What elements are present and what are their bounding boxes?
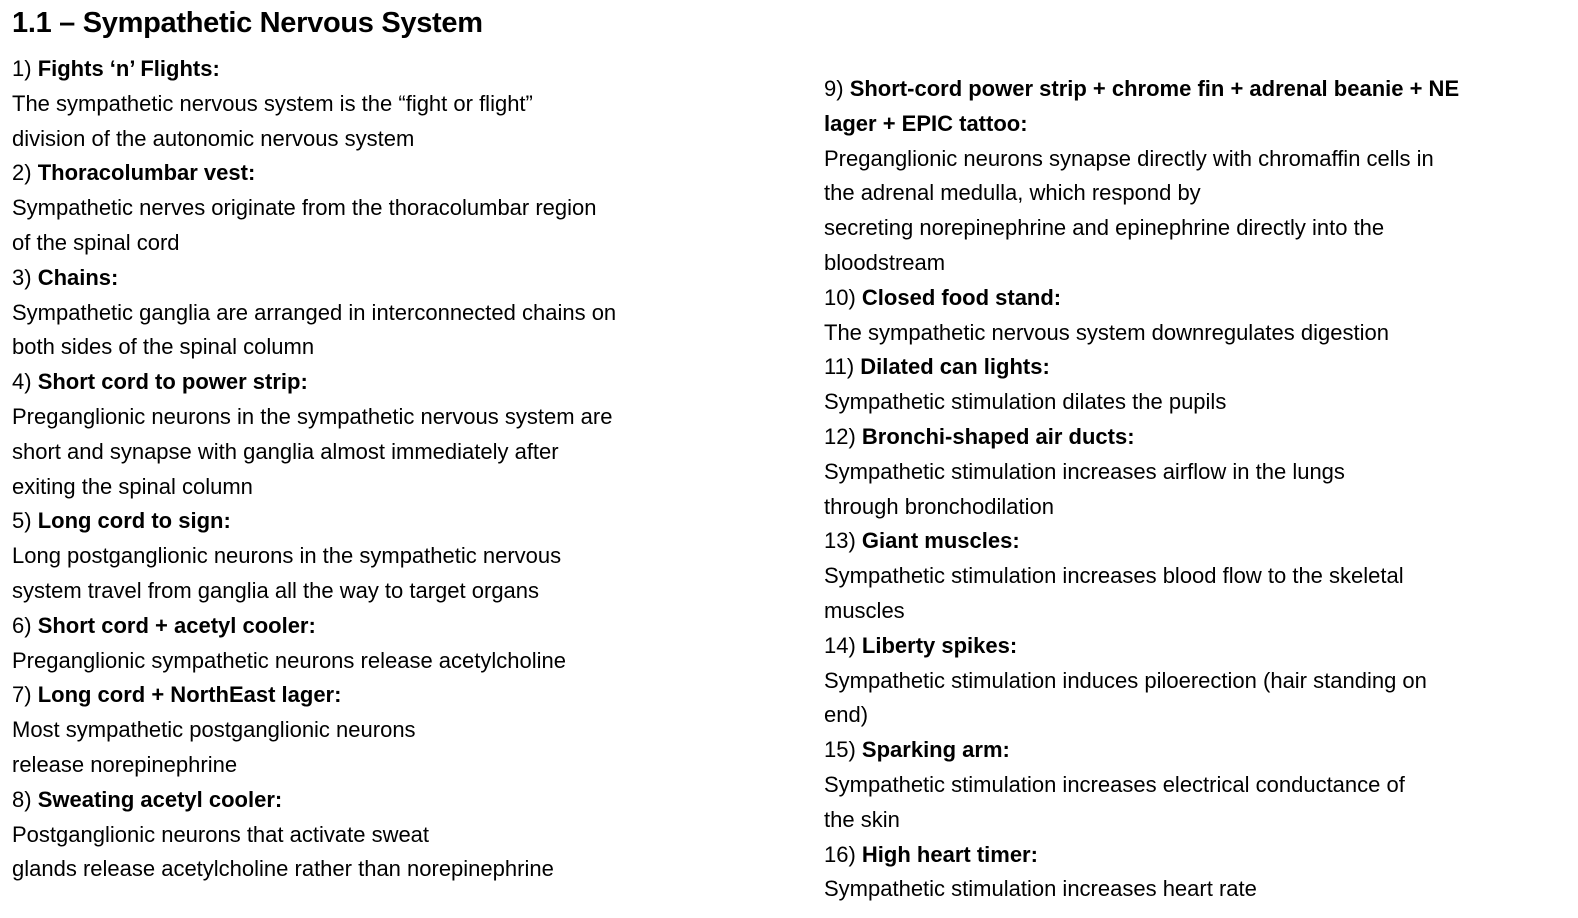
item-description: Sympathetic ganglia are arranged in interconnected chains on <box>12 299 617 325</box>
item-label: Long cord to sign: <box>37 508 231 534</box>
item-number: 2) <box>12 160 32 186</box>
item-label: Bronchi-shaped air ducts: <box>861 423 1135 449</box>
item-description: secreting norepinephrine and epinephrine directly into the <box>824 215 1385 241</box>
item-description: muscles <box>824 597 905 623</box>
list-item <box>12 678 742 782</box>
item-number: 14) <box>824 632 856 658</box>
left-column <box>12 52 742 887</box>
item-number: 7) <box>12 682 32 708</box>
item-description: The sympathetic nervous system downregulates digestion <box>824 319 1389 345</box>
item-description: of the spinal cord <box>12 229 180 255</box>
item-heading <box>12 156 742 191</box>
item-heading-continued <box>824 107 1566 142</box>
item-number: 13) <box>824 528 856 554</box>
item-heading <box>824 733 1566 768</box>
item-description: both sides of the spinal column <box>12 334 315 360</box>
item-description: Sympathetic stimulation increases heart rate <box>824 876 1257 902</box>
item-heading <box>824 524 1566 559</box>
item-label: Short cord to power strip: <box>37 369 308 395</box>
item-label: Dilated can lights: <box>860 354 1050 380</box>
item-heading <box>824 350 1566 385</box>
item-description: the adrenal medulla, which respond by <box>824 180 1201 206</box>
item-number: 4) <box>12 369 32 395</box>
item-description: Postganglionic neurons that activate sweat <box>12 821 430 847</box>
list-item <box>12 52 742 156</box>
list-item <box>12 609 742 679</box>
item-heading <box>12 678 742 713</box>
list-item <box>12 504 742 608</box>
item-number: 9) <box>824 76 844 101</box>
item-heading <box>824 420 1566 455</box>
list-item <box>12 261 742 365</box>
item-label: Chains: <box>37 264 119 290</box>
item-heading <box>12 52 742 87</box>
item-number: 16) <box>824 841 856 867</box>
item-description: glands release acetylcholine rather than norepinephrine <box>12 856 554 882</box>
item-description: short and synapse with ganglia almost immediately after <box>12 438 559 464</box>
item-number: 12) <box>824 423 856 449</box>
list-item <box>824 350 1566 420</box>
list-item <box>824 524 1566 628</box>
item-label: Short cord + acetyl cooler: <box>37 612 316 638</box>
list-item <box>12 783 742 887</box>
item-description: Most sympathetic postganglionic neurons <box>12 717 416 743</box>
item-label: Giant muscles: <box>861 528 1020 554</box>
item-number: 8) <box>12 786 32 812</box>
list-item <box>824 281 1566 351</box>
item-description: The sympathetic nervous system is the “fight or flight” <box>12 90 533 116</box>
item-label: Fights ‘n’ Flights: <box>37 56 220 81</box>
item-heading <box>12 504 742 539</box>
item-description: Sympathetic stimulation induces piloerection (hair standing on <box>824 667 1427 693</box>
item-label: Sweating acetyl cooler: <box>37 786 283 812</box>
list-item <box>824 72 1566 281</box>
item-label: Long cord + NorthEast lager: <box>37 682 342 708</box>
item-heading <box>824 281 1566 316</box>
item-heading <box>824 72 1566 107</box>
item-number: 15) <box>824 737 856 763</box>
item-description: Sympathetic stimulation increases airflow in the lungs <box>824 458 1345 484</box>
item-label: lager + EPIC tattoo: <box>824 110 1028 136</box>
item-label: Thoracolumbar vest: <box>37 160 256 186</box>
item-description: Long postganglionic neurons in the sympathetic nervous <box>12 543 562 569</box>
item-description: Preganglionic sympathetic neurons release acetylcholine <box>12 647 566 673</box>
page-title: 1.1 – Sympathetic Nervous System <box>12 7 483 39</box>
list-item <box>12 365 742 504</box>
item-heading <box>824 838 1566 873</box>
item-number: 6) <box>12 612 32 638</box>
item-heading <box>824 629 1566 664</box>
item-heading <box>12 609 742 644</box>
item-heading <box>12 365 742 400</box>
item-description: bloodstream <box>824 249 946 275</box>
list-item <box>12 156 742 260</box>
item-label: Sparking arm: <box>861 737 1010 763</box>
list-item <box>824 733 1566 837</box>
item-description: Preganglionic neurons in the sympathetic nervous system are <box>12 403 613 429</box>
item-number: 11) <box>824 354 855 380</box>
item-heading <box>12 261 742 296</box>
item-description: Sympathetic stimulation increases electrical conductance of <box>824 771 1405 797</box>
item-label: Short-cord power strip + chrome fin + adrenal beanie + NE <box>849 76 1460 101</box>
item-label: Closed food stand: <box>861 284 1062 310</box>
item-description: end) <box>824 702 869 728</box>
list-item <box>824 838 1566 908</box>
item-number: 1) <box>12 56 32 81</box>
item-description: Sympathetic nerves originate from the thoracolumbar region <box>12 195 597 221</box>
item-description: Sympathetic stimulation increases blood flow to the skeletal <box>824 563 1404 589</box>
list-item <box>824 629 1566 733</box>
item-description: exiting the spinal column <box>12 473 253 499</box>
item-number: 3) <box>12 264 32 290</box>
right-column <box>824 72 1566 907</box>
item-description: through bronchodilation <box>824 493 1054 519</box>
item-label: Liberty spikes: <box>861 632 1018 658</box>
item-number: 5) <box>12 508 32 534</box>
item-description: the skin <box>824 806 900 832</box>
item-heading <box>12 783 742 818</box>
item-description: system travel from ganglia all the way to target organs <box>12 577 540 603</box>
item-description: release norepinephrine <box>12 751 238 777</box>
item-description: Preganglionic neurons synapse directly with chromaffin cells in <box>824 145 1434 171</box>
item-description: division of the autonomic nervous system <box>12 125 415 151</box>
item-description: Sympathetic stimulation dilates the pupils <box>824 389 1227 415</box>
item-label: High heart timer: <box>861 841 1038 867</box>
list-item <box>824 420 1566 524</box>
item-number: 10) <box>824 284 856 310</box>
